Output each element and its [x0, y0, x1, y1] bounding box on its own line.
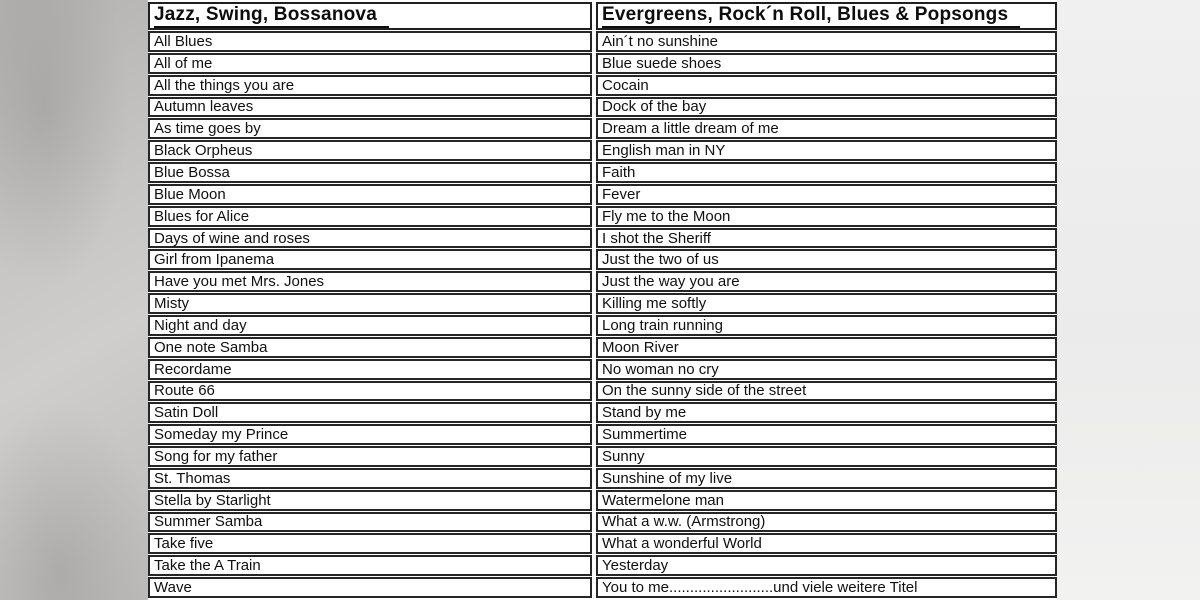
song-title: Cocain [602, 76, 649, 94]
table-row [148, 271, 592, 292]
table-row [596, 53, 1057, 74]
song-title: English man in NY [602, 142, 726, 160]
table-row [148, 228, 592, 249]
table-row [596, 446, 1057, 467]
song-title: Blue Moon [154, 185, 226, 203]
column-evergreens-rock-blues-popsongs [596, 2, 1057, 598]
song-title: Killing me softly [602, 295, 707, 313]
table-row [596, 577, 1057, 598]
song-title: Wave [154, 579, 192, 597]
song-title: All the things you are [154, 76, 295, 94]
song-title: Stella by Starlight [154, 491, 271, 509]
table-row [148, 446, 592, 467]
song-title: St. Thomas [154, 469, 231, 487]
song-title: Summer Samba [154, 513, 263, 531]
song-title: I shot the Sheriff [602, 229, 711, 247]
songlist-table [148, 0, 1057, 600]
table-row [596, 97, 1057, 118]
table-row [148, 293, 592, 314]
table-row [148, 490, 592, 511]
column-header-jazz-label: Jazz, Swing, Bossanova [154, 4, 389, 28]
song-title: Someday my Prince [154, 426, 289, 444]
song-title: Moon River [602, 338, 679, 356]
table-row [148, 468, 592, 489]
table-row [148, 140, 592, 161]
song-title: Sunshine of my live [602, 469, 733, 487]
column-header-evergreens [596, 2, 1057, 30]
song-title: Song for my father [154, 447, 278, 465]
song-title: Recordame [154, 360, 232, 378]
song-title: Take five [154, 535, 214, 553]
table-row [148, 249, 592, 270]
table-row [148, 512, 592, 533]
song-title: Route 66 [154, 382, 215, 400]
table-row [148, 381, 592, 402]
table-row [596, 140, 1057, 161]
table-row [596, 31, 1057, 52]
song-title: Autumn leaves [154, 98, 254, 116]
table-row [596, 490, 1057, 511]
table-row [596, 555, 1057, 576]
song-title: Night and day [154, 316, 247, 334]
table-row [148, 533, 592, 554]
song-title: Blue Bossa [154, 163, 230, 181]
table-row [596, 359, 1057, 380]
table-row [148, 31, 592, 52]
song-title: Blue suede shoes [602, 54, 722, 72]
column-jazz-swing-bossanova [148, 2, 592, 598]
song-title: Dream a little dream of me [602, 120, 779, 138]
table-row [596, 424, 1057, 445]
table-row [148, 206, 592, 227]
background-left-gray [0, 0, 148, 600]
table-row [596, 512, 1057, 533]
column-header-jazz [148, 2, 592, 30]
song-title: On the sunny side of the street [602, 382, 807, 400]
table-row [596, 533, 1057, 554]
song-title: What a wonderful World [602, 535, 762, 553]
table-row [596, 184, 1057, 205]
song-title: Black Orpheus [154, 142, 253, 160]
song-title: Take the A Train [154, 557, 261, 575]
table-row [596, 206, 1057, 227]
song-title: Have you met Mrs. Jones [154, 273, 325, 291]
song-title: Fly me to the Moon [602, 207, 731, 225]
table-row [148, 315, 592, 336]
table-row [148, 424, 592, 445]
song-title: Days of wine and roses [154, 229, 310, 247]
song-title: Blues for Alice [154, 207, 250, 225]
table-row [148, 75, 592, 96]
song-title: What a w.w. (Armstrong) [602, 513, 766, 531]
table-row [148, 577, 592, 598]
table-row [148, 53, 592, 74]
table-row [596, 337, 1057, 358]
column-header-evergreens-label: Evergreens, Rock´n Roll, Blues & Popsongs [602, 4, 1020, 28]
song-title: No woman no cry [602, 360, 719, 378]
song-title: Just the way you are [602, 273, 740, 291]
table-row [596, 249, 1057, 270]
table-row [596, 402, 1057, 423]
song-title: Girl from Ipanema [154, 251, 275, 269]
song-title: Misty [154, 295, 189, 313]
table-row [148, 118, 592, 139]
table-row [596, 228, 1057, 249]
song-title: You to me.........................und viele weitere Titel [602, 579, 918, 597]
table-row [596, 75, 1057, 96]
song-title: Watermelone man [602, 491, 724, 509]
table-row [596, 381, 1057, 402]
table-row [596, 293, 1057, 314]
song-title: Faith [602, 163, 636, 181]
table-row [596, 468, 1057, 489]
song-title: Long train running [602, 316, 723, 334]
song-title: One note Samba [154, 338, 268, 356]
table-row [596, 315, 1057, 336]
table-row [596, 271, 1057, 292]
table-row [148, 97, 592, 118]
table-row [148, 162, 592, 183]
table-row [148, 402, 592, 423]
table-row [148, 359, 592, 380]
table-row [596, 162, 1057, 183]
song-title: Satin Doll [154, 404, 219, 422]
background-right-gray [1057, 0, 1200, 600]
table-row [148, 337, 592, 358]
song-title: Stand by me [602, 404, 687, 422]
song-title: Sunny [602, 447, 645, 465]
song-title: As time goes by [154, 120, 261, 138]
song-title: All of me [154, 54, 213, 72]
song-title: Ain´t no sunshine [602, 32, 718, 50]
song-title: All Blues [154, 32, 213, 50]
song-title: Just the two of us [602, 251, 719, 269]
song-title: Yesterday [602, 557, 669, 575]
table-row [148, 184, 592, 205]
song-title: Dock of the bay [602, 98, 707, 116]
song-title: Summertime [602, 426, 688, 444]
table-row [596, 118, 1057, 139]
song-title: Fever [602, 185, 641, 203]
table-row [148, 555, 592, 576]
